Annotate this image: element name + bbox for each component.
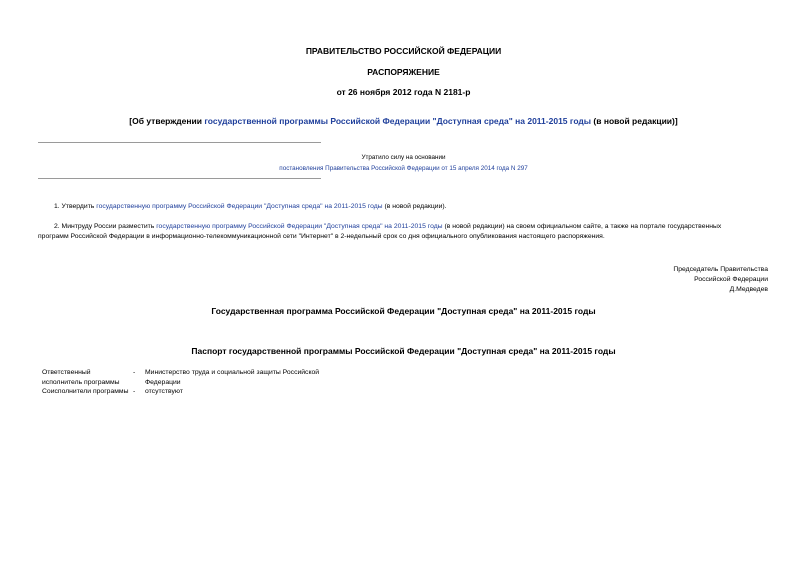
item-2-program-link[interactable]: государственную программу Российской Федерации "Доступная среда" на 2011-2015 годы — [156, 223, 443, 230]
status-note: Утратило силу на основании — [361, 154, 446, 161]
government-heading: ПРАВИТЕЛЬСТВО РОССИЙСКОЙ ФЕДЕРАЦИИ — [305, 46, 502, 56]
passport-row-1-label-line2: исполнитель программы — [42, 378, 120, 386]
passport-row-2-value: отсутствуют — [145, 388, 183, 395]
order-item-2 — [54, 222, 774, 232]
passport-row-1-value-line1: Министерство труда и социальной защиты Российской — [145, 369, 320, 376]
status-rule-bottom — [38, 178, 321, 179]
order-item-1 — [54, 202, 447, 212]
signature-position: Председатель Правительства — [673, 266, 768, 273]
passport-row-2-dash: - — [133, 388, 136, 395]
item-1-suffix: (в новой редакции). — [382, 203, 447, 210]
item-2-prefix: 2. Минтруду России разместить — [54, 223, 157, 230]
order-item-2-continuation: программ Российской Федерации в информационно-телекоммуникационной сети "Интернет" в 2-недельный срок со дня официального опубликования настоящего распоряжения. — [38, 233, 605, 240]
program-title: Государственная программа Российской Федерации "Доступная среда" на 2011-2015 годы — [211, 306, 596, 316]
status-repeal-link[interactable]: постановления Правительства Российской Федерации от 15 апреля 2014 года N 297 — [279, 165, 528, 172]
title-suffix: (в новой редакции)] — [591, 116, 678, 126]
passport-title: Паспорт государственной программы Российской Федерации "Доступная среда" на 2011-2015 годы — [191, 346, 616, 356]
title-prefix: [Об утверждении — [129, 116, 205, 126]
passport-row-1-value-line2: Федерации — [145, 378, 181, 386]
item-1-program-link[interactable]: государственную программу Российской Федерации "Доступная среда" на 2011-2015 годы — [96, 203, 383, 210]
item-2-suffix: (в новой редакции) на своем официальном сайте, а также на портале государственных — [442, 223, 722, 230]
passport-row-1-label-line1: Ответственный — [42, 369, 91, 376]
signature-name: Д.Медведев — [729, 286, 768, 293]
passport-row-2-label: Соисполнители программы — [42, 388, 129, 395]
document-type-heading: РАСПОРЯЖЕНИЕ — [367, 67, 440, 77]
title-program-link[interactable]: государственной программы Российской Федерации "Доступная среда" на 2011-2015 годы — [204, 116, 592, 126]
passport-row-1-label — [42, 368, 120, 387]
passport-row-1-value — [145, 368, 319, 387]
item-1-prefix: 1. Утвердить — [54, 203, 97, 210]
document-title — [0, 116, 807, 126]
passport-row-1-dash: - — [133, 369, 136, 376]
status-rule-top — [38, 142, 321, 143]
signature-country: Российской Федерации — [694, 276, 768, 283]
document-date-number: от 26 ноября 2012 года N 2181-р — [336, 87, 471, 97]
